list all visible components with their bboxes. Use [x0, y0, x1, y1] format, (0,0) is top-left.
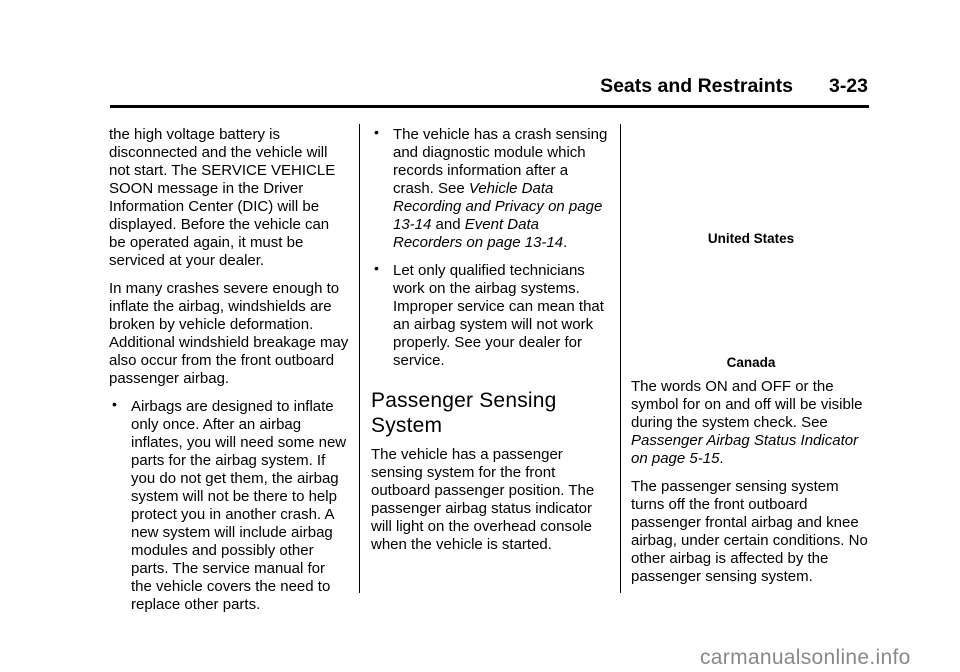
bullet-item: • Let only qualified technicians work on the airbag systems. Improper service can mean that an airbag system will not work properly. See your dealer for service.: [371, 262, 609, 370]
page-number: 3-23: [828, 75, 868, 97]
bullet-text: The vehicle has a crash sensing and diagnostic module which records information after a crash. See: [393, 126, 608, 197]
bullet-text: .: [563, 234, 568, 251]
cross-reference-link[interactable]: Vehicle Data Recording and Privacy on page 13-14: [393, 180, 603, 233]
paragraph: The vehicle has a passenger sensing system for the front outboard passenger position. The passenger airbag status indicator will light on the overhead console when the vehicle is started.: [371, 446, 595, 553]
cross-reference-link[interactable]: Passenger Airbag Status Indicator on page 5-15: [631, 432, 859, 467]
bullet-item: [371, 126, 609, 252]
bullet-item: • Airbags are designed to inflate only once. After an airbag inflates, you will need some new parts for the airbag system. If you do not get them, the airbag system will not be there to help protect you in another crash. A new system will include airbag modules and possibly other parts. The service manual for the vehicle covers the need to replace other parts.: [109, 398, 349, 614]
paragraph-text: .: [719, 450, 724, 467]
column-2: [371, 126, 609, 564]
column-1: [109, 126, 349, 624]
figure-caption-us: United States: [707, 231, 795, 246]
paragraph: the high voltage battery is disconnected and the vehicle will not start. The SERVICE VEHICLE SOON message in the Driver Information Center (DIC) will be displayed. Before the vehicle can be operated again, it must be serviced at your dealer.: [109, 126, 336, 269]
paragraph: [631, 378, 871, 468]
cross-reference-link[interactable]: Event Data Recorders on page 13-14: [393, 216, 564, 251]
column-3-text: [631, 378, 871, 596]
header-rule: [110, 105, 869, 108]
figure-caption-canada: Canada: [726, 355, 776, 370]
section-title: Seats and Restraints: [600, 75, 793, 97]
column-divider: [359, 124, 360, 593]
paragraph-text: The words ON and OFF or the symbol for on and off will be visible during the system check. See: [631, 378, 863, 431]
watermark: carmanualsonline.info: [700, 646, 911, 669]
paragraph: The passenger sensing system turns off the front outboard passenger frontal airbag and knee airbag, under certain conditions. No other airbag is affected by the passenger sensing system.: [631, 478, 868, 585]
column-divider: [620, 124, 621, 593]
section-heading: Passenger Sensing System: [371, 389, 557, 437]
paragraph: In many crashes severe enough to inflate the airbag, windshields are broken by vehicle deformation. Additional windshield breakage may also occur from the front outboard passenger airbag.: [109, 280, 349, 387]
page-header: [0, 72, 868, 100]
bullet-text: and: [431, 216, 465, 233]
